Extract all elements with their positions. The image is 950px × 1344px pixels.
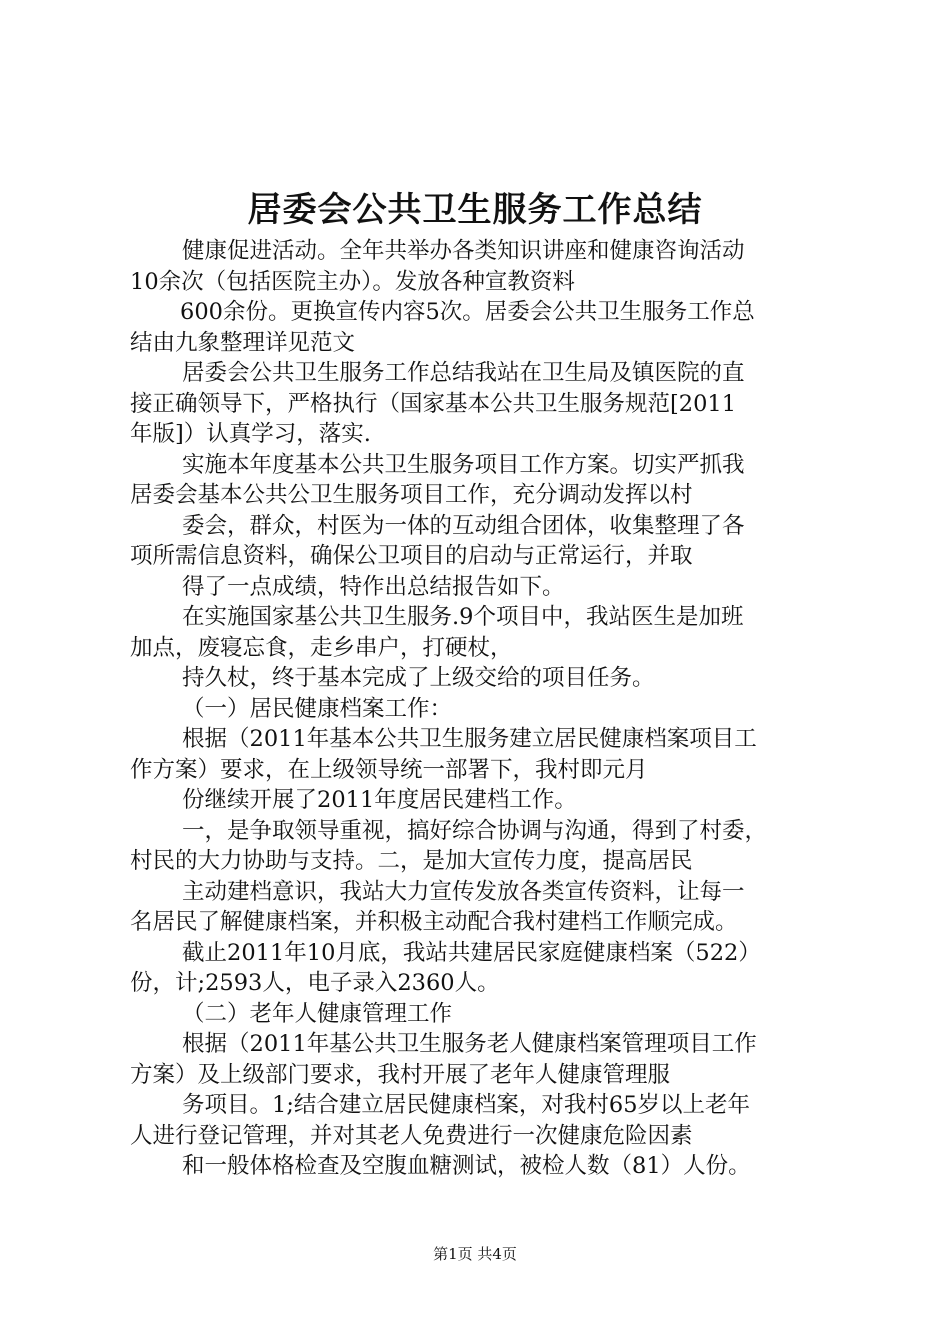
- text-line: 截止2011年10月底，我站共建居民家庭健康档案（522）: [182, 939, 761, 966]
- text-line: 务项目。1;结合建立居民健康档案，对我村65岁以上老年: [182, 1092, 751, 1118]
- section-heading: （二）老年人健康管理工作: [182, 1000, 453, 1027]
- text-line: 根据（2011年基公共卫生服务老人健康档案管理项目工作: [182, 1031, 757, 1057]
- section-heading: （一）居民健康档案工作：: [182, 695, 453, 722]
- text-line: 年版]）认真学习，落实.: [130, 421, 371, 447]
- text-line: 名居民了解健康档案，并积极主动配合我村建档工作顺完成。: [130, 909, 738, 935]
- text-line: 方案）及上级部门要求，我村开展了老年人健康管理服: [130, 1061, 671, 1088]
- text-line: 10余次（包括医院主办）。发放各种宣教资料: [130, 268, 575, 295]
- text-line: 人进行登记管理，并对其老人免费进行一次健康危险因素: [130, 1122, 693, 1149]
- document-body: [130, 236, 842, 1182]
- text-line: 加点，废寝忘食，走乡串户，打硬杖，: [130, 634, 513, 661]
- text-line: 和一般体格检查及空腹血糖测试，被检人数（81）人份。: [182, 1153, 751, 1179]
- text-line: 健康促进活动。全年共举办各类知识讲座和健康咨询活动: [182, 238, 745, 264]
- text-line: 居委会基本公共公卫生服务项目工作，充分调动发挥以村: [130, 482, 693, 508]
- text-line: 在实施国家基公共卫生服务.9个项目中，我站医生是加班: [182, 604, 744, 630]
- text-line: 接正确领导下，严格执行（国家基本公共卫生服务规范[2011: [130, 390, 737, 417]
- document-title: 居委会公共卫生服务工作总结: [247, 190, 703, 230]
- text-line: 一，是争取领导重视，搞好综合协调与沟通，得到了村委，: [182, 817, 768, 844]
- page-footer: 第1页 共4页: [433, 1245, 517, 1263]
- text-line: 得了一点成绩，特作出总结报告如下。: [182, 573, 565, 600]
- text-line: 600余份。更换宣传内容5次。居委会公共卫生服务工作总: [180, 299, 755, 325]
- text-line: 作方案）要求，在上级领导统一部署下，我村即元月: [130, 756, 648, 783]
- text-line: 份，计;2593人，电子录入2360人。: [130, 970, 500, 996]
- text-line: 根据（2011年基本公共卫生服务建立居民健康档案项目工: [182, 726, 757, 752]
- text-line: 持久杖，终于基本完成了上级交给的项目任务。: [182, 665, 655, 691]
- text-line: 村民的大力协助与支持。二，是加大宣传力度，提高居民: [130, 848, 693, 874]
- text-line: 主动建档意识，我站大力宣传发放各类宣传资料，让每一: [182, 878, 745, 905]
- text-line: 结由九象整理详见范文: [130, 329, 356, 356]
- text-line: 委会，群众，村医为一体的互动组合团体，收集整理了各: [182, 512, 745, 539]
- text-line: 居委会公共卫生服务工作总结我站在卫生局及镇医院的直: [182, 360, 745, 386]
- text-line: 项所需信息资料，确保公卫项目的启动与正常运行，并取: [130, 543, 693, 569]
- text-line: 份继续开展了2011年度居民建档工作。: [182, 787, 577, 813]
- text-line: 实施本年度基本公共卫生服务项目工作方案。切实严抓我: [182, 451, 745, 478]
